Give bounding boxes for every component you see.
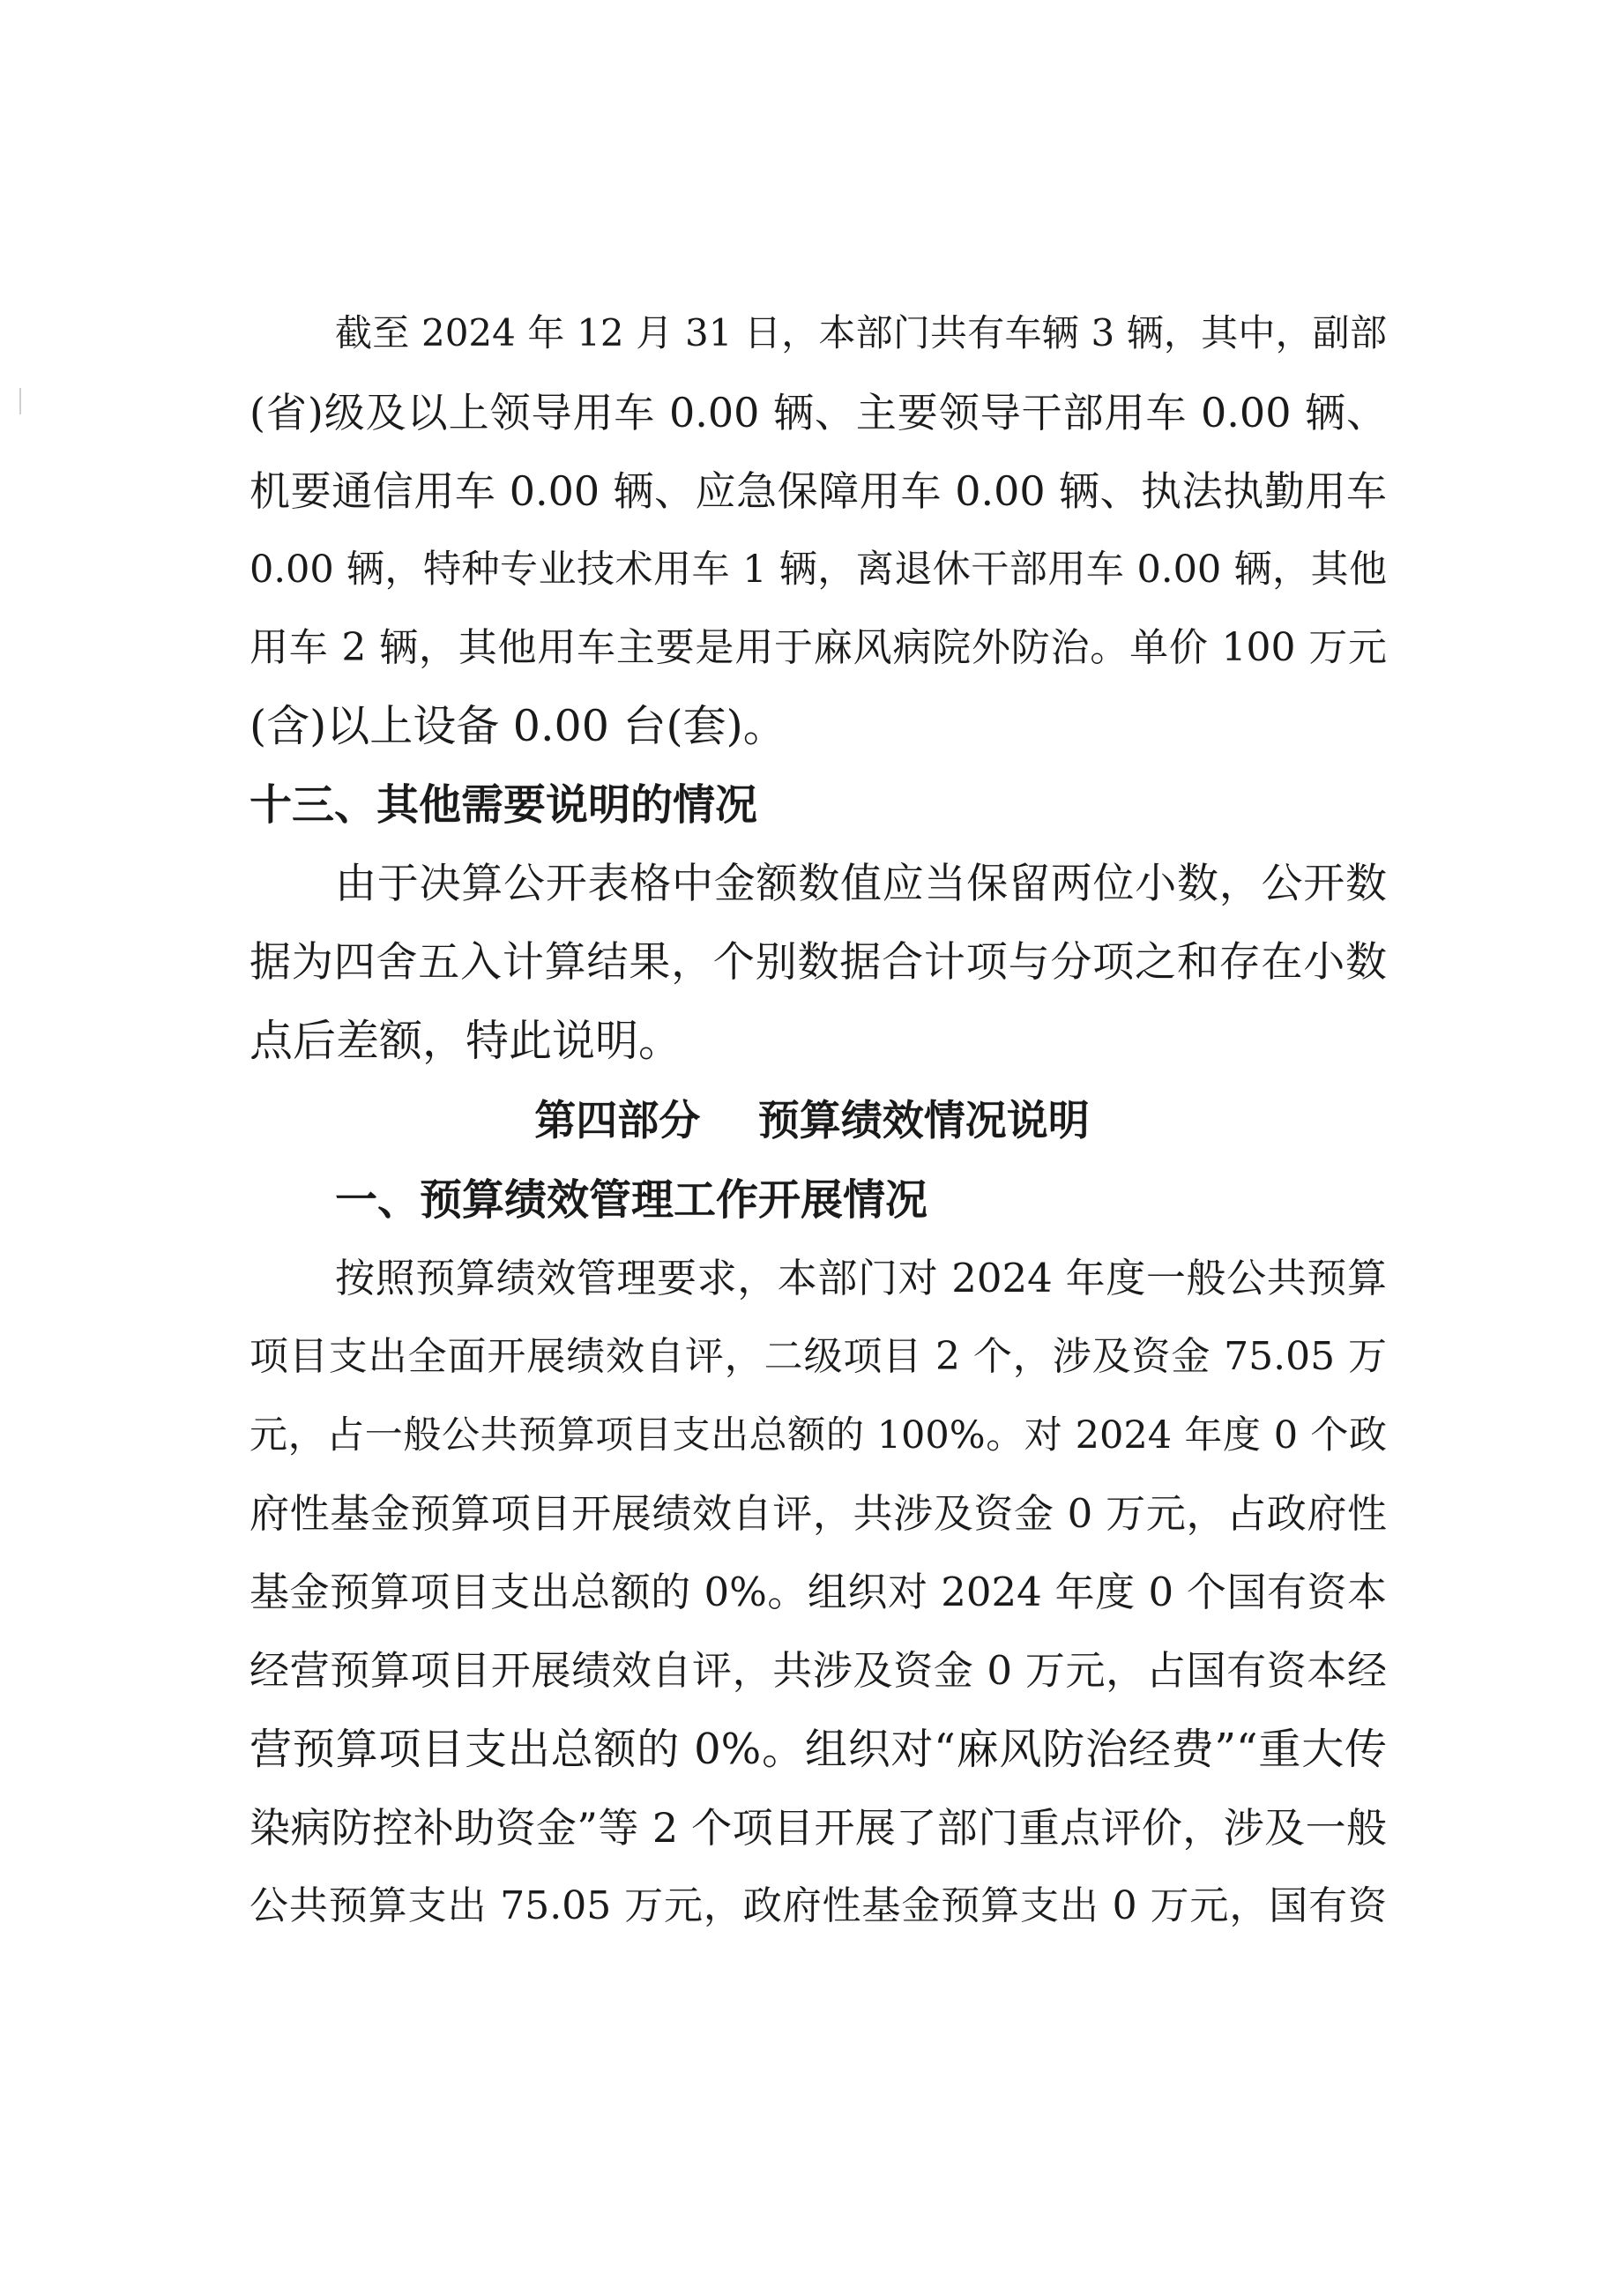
- vehicle-paragraph-line: 截至 2024 年 12 月 31 日，本部门共有车辆 3 辆，其中，副部: [335, 311, 1387, 354]
- vehicle-paragraph-line: (含)以上设备 0.00 台(套)。: [250, 701, 786, 751]
- performance-paragraph-line: 经营预算项目开展绩效自评，共涉及资金 0 万元，占国有资本经: [250, 1647, 1387, 1694]
- part-4-section-1-heading: 一、预算绩效管理工作开展情况: [335, 1175, 928, 1225]
- section-13-paragraph-line: 点后差额，特此说明。: [250, 1016, 682, 1066]
- performance-paragraph-line: 元，占一般公共预算项目支出总额的 100%。对 2024 年度 0 个政: [250, 1413, 1387, 1457]
- performance-paragraph-line: 染病防控补助资金”等 2 个项目开展了部门重点评价，涉及一般: [250, 1804, 1387, 1852]
- section-13-paragraph-line: 由于决算公开表格中金额数值应当保留两位小数，公开数: [335, 860, 1387, 908]
- performance-paragraph-line: 基金预算项目支出总额的 0%。组织对 2024 年度 0 个国有资本: [250, 1569, 1387, 1615]
- section-13-paragraph-line: 据为四舍五入计算结果，个别数据合计项与分项之和存在小数: [250, 938, 1387, 987]
- performance-paragraph-line: 项目支出全面开展绩效自评，二级项目 2 个，涉及资金 75.05 万: [250, 1334, 1387, 1379]
- vehicle-paragraph-line: (省)级及以上领导用车 0.00 辆、主要领导干部用车 0.00 辆、: [250, 389, 1387, 436]
- vehicle-paragraph-line: 用车 2 辆，其他用车主要是用于麻风病院外防治。单价 100 万元: [250, 625, 1387, 670]
- part-4-title: 第四部分 预算绩效情况说明: [534, 1097, 1090, 1145]
- section-13-heading: 十三、其他需要说明的情况: [250, 780, 758, 830]
- performance-paragraph-line: 公共预算支出 75.05 万元，政府性基金预算支出 0 万元，国有资: [250, 1883, 1387, 1928]
- performance-paragraph-line: 府性基金预算项目开展绩效自评，共涉及资金 0 万元，占政府性: [250, 1490, 1387, 1537]
- performance-paragraph-line: 营预算项目支出总额的 0%。组织对“麻风防治经费”“重大传: [250, 1725, 1387, 1774]
- scan-edge-mark: [19, 388, 21, 414]
- vehicle-paragraph-line: 0.00 辆，特种专业技术用车 1 辆，离退休干部用车 0.00 辆，其他: [250, 548, 1387, 592]
- vehicle-paragraph-line: 机要通信用车 0.00 辆、应急保障用车 0.00 辆、执法执勤用车: [250, 467, 1387, 515]
- performance-paragraph-line: 按照预算绩效管理要求，本部门对 2024 年度一般公共预算: [335, 1255, 1387, 1301]
